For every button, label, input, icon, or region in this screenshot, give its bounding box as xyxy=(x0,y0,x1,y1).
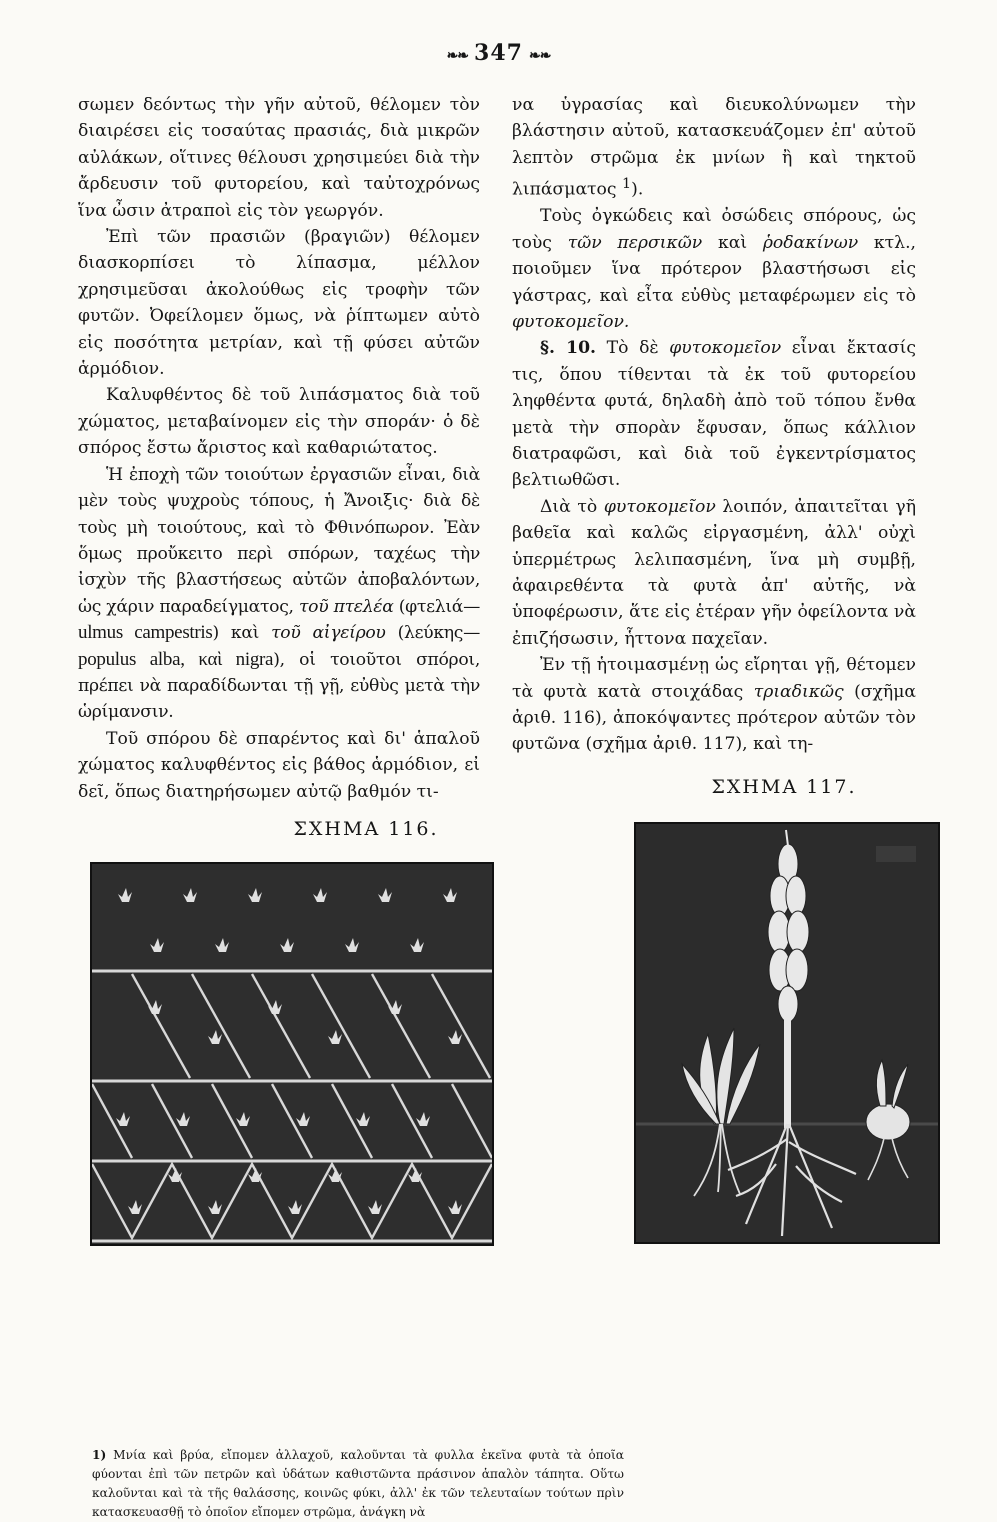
right-column xyxy=(512,92,916,758)
section-number: §. 10. xyxy=(540,338,597,359)
right-p3-italic: φυτοκομεῖον xyxy=(669,338,782,359)
left-paragraph-1: σωμεν δεόντως τὴν γῆν αὐτοῦ, θέλομεν τὸν διαιρέσει εἰς τοσαύτας πρασιάς, διὰ μικρῶν αὐλάκων, οἵτινες θέλουσι χρησιμεύει διὰ τὴν ἄρδευσιν τοῦ φυτορείου, καὶ ταὐτοχρόνως ἵνα ὦσιν ἀτραποὶ εἰς τὸν γεωργόν. xyxy=(78,95,480,221)
right-p4-italic: φυτοκομεῖον xyxy=(603,496,716,517)
footnote-marker: 1) xyxy=(92,1448,107,1462)
left-p4-text-a: Ἡ ἐποχὴ τῶν τοιούτων ἐργασιῶν εἶναι, διὰ μὲν τοὺς ψυχροὺς τόπους, ἡ Ἄνοιξις· διὰ δὲ τοὺς μὴ τοιούτους, καὶ τὸ Φθινόπωρον. Ἐὰν ὅμως προὔκειτο περὶ σπόρων, ταχέως τὴν ἰσχὺν τῆς βλαστήσεως αὐτῶν ἀποβαλόντων, ὡς χάριν παραδείγματος, xyxy=(78,464,480,617)
figure-117-plant-illustration xyxy=(634,822,940,1244)
left-paragraph-2: Ἐπὶ τῶν πρασιῶν (βραγιῶν) θέλομεν διασκορπίσει τὸ λίπασμα, μέλλον χρησιμεῦσαι ἀκολούθως εἰς τροφὴν τῶν φυτῶν. Ὀφείλομεν ὅμως, νὰ ῥίπτωμεν αὐτὸ εἰς ποσότητα μετρίαν, καὶ τῇ φύσει αὐτῶν ἁρμόδιον. xyxy=(78,227,480,380)
right-p2-text-a: Τοὺς ὀγκώδεις καὶ ὀσώδεις σπόρους, ὡς τοὺς xyxy=(512,206,916,253)
left-paragraph-4 xyxy=(78,462,480,726)
left-p4-latin-1: ulmus campestris xyxy=(78,622,213,644)
right-p2-text-c: κτλ., ποιοῦμεν ἵνα πρότερον βλαστήσωσι εἰς γάστρας, καὶ εἶτα εὐθὺς μεταφέρωμεν εἰς τὸ xyxy=(512,232,916,306)
right-p2-italic-2: ῥοδακίνων xyxy=(762,232,859,253)
right-paragraph-5 xyxy=(512,652,916,758)
right-p2-italic-1: τῶν περσικῶν xyxy=(567,232,703,253)
right-p3-text-a: Τὸ δὲ xyxy=(606,338,659,359)
right-p4-text-b: λοιπόν, ἀπαιτεῖται γῆ βαθεῖα καὶ καλῶς εἰργασμένη, ἀλλ' οὐχὶ ὑπερμέτρως λελιπασμένη, ἵνα μὴ συμβῇ, ἀφαιρεθέντα τὰ φυτὰ ἀπ' αὐτῆς, νὰ ὑποφέρωσιν, ἅτε εἰς ἑτέραν γῆν ὀφείλοντα νὰ ἐπιζήσωσιν, ἧττονα παχεῖαν. xyxy=(512,496,916,649)
left-p4-text-c: ) καὶ xyxy=(212,623,260,644)
right-paragraph-4 xyxy=(512,494,916,652)
left-paragraph-5: Τοῦ σπόρου δὲ σπαρέντος καὶ δι' ἁπαλοῦ χώματος καλυφθέντος εἰς βάθος ἁρμόδιον, εἰ δεῖ, ὅπως διατηρήσωμεν αὐτῷ βαθμόν τι- xyxy=(78,728,480,802)
left-p4-text-e: ), οἱ τοιοῦτοι σπόροι, πρέπει νὰ παραδίδωνται τῇ γῇ, εὐθὺς μετὰ τὴν ὡρίμανσιν. xyxy=(78,649,480,723)
footnote-reference: 1 xyxy=(622,176,632,193)
right-paragraph-3 xyxy=(512,335,916,493)
left-p4-text-b: (φτελιά— xyxy=(398,596,480,617)
right-p5-text-a: Ἐν τῇ ἡτοιμασμένῃ ὡς εἴρηται γῇ, θέτομεν τὰ φυτὰ κατὰ στοιχάδας xyxy=(512,655,916,702)
figure-117-engraving xyxy=(636,824,938,1242)
right-paragraph-1 xyxy=(512,92,916,203)
figure-116-planting-layout xyxy=(90,862,494,1246)
left-paragraph-3: Καλυφθέντος δὲ τοῦ λιπάσματος διὰ τοῦ χώματος, μεταβαίνομεν εἰς τὴν σποράν· ὁ δὲ σπόρος ἔστω ἄριστος καὶ καθαριώτατος. xyxy=(78,385,480,459)
figure-116-caption: ΣΧΗΜΑ 116. xyxy=(293,818,439,840)
figure-116-engraving xyxy=(92,864,492,1244)
right-p5-text-b: (σχῆμα ἀριθ. 116), ἀποκόψαντες πρότερον αὐτῶν τὸν φυτῶνα (σχῆμα ἀριθ. 117), καὶ τη- xyxy=(512,681,917,755)
right-ornament: ❧❧ xyxy=(528,48,551,64)
left-p4-italic-1: τοῦ πτελέα xyxy=(298,596,394,617)
right-p1-text-b: ). xyxy=(631,179,644,200)
left-ornament: ❧❧ xyxy=(446,48,469,64)
right-p2-text-b: καὶ xyxy=(717,232,748,253)
right-p4-text-a: Διὰ τὸ xyxy=(540,496,598,517)
left-p4-italic-2: τοῦ αἰγείρου xyxy=(271,623,386,644)
left-p4-latin-2: populus alba, καὶ nigra xyxy=(78,648,274,670)
figure-117-caption: ΣΧΗΜΑ 117. xyxy=(711,776,857,798)
right-p1-text-a: να ὑγρασίας καὶ διευκολύνωμεν τὴν βλάστησιν αὐτοῦ, κατασκευάζομεν ἐπ' αὐτοῦ λεπτὸν στρῶμα ἐκ μνίων ἢ καὶ τηκτοῦ λιπάσματος xyxy=(512,95,916,200)
left-p4-text-d: (λεύκης— xyxy=(397,623,480,644)
left-column xyxy=(78,92,480,805)
footnote xyxy=(92,1446,624,1522)
right-p3-text-b: εἶναι ἔκτασίς τις, ὅπου τίθενται τὰ ἐκ τοῦ φυτορείου ληφθέντα φυτά, δηλαδὴ ἀπὸ τοῦ τόπου ἔνθα μετὰ τὴν σπορὰν ἔφυσαν, ὅπως κάλλιον διατραφῶσι, καὶ διὰ τοῦ ἐγκεντρίσματος βελτιωθῶσι. xyxy=(512,338,917,491)
right-paragraph-2 xyxy=(512,203,916,335)
page-number-text: 347 xyxy=(474,40,523,66)
footnote-text: Μνία καὶ βρύα, εἴπομεν ἀλλαχοῦ, καλοῦνται τὰ φυλλα ἐκεῖνα φυτὰ τὰ ὁποῖα φύονται ἐπὶ τῶν πετρῶν καὶ ὑδάτων καθιστῶντα πράσινον ἁπαλὸν τάπητα. Οὕτω καλοῦνται καὶ τὰ τῆς θαλάσσης, κοινῶς φύκι, ἀλλ' ἐκ τῶν τελευταίων τούτων πρὶν κατασκευασθῇ τὸ ὁποῖον εἴπομεν στρῶμα, ἀνάγκη νὰ xyxy=(92,1448,625,1519)
page-number xyxy=(0,40,997,66)
right-p2-italic-3: φυτοκομεῖον. xyxy=(512,311,630,332)
right-p5-italic: τριαδικῶς xyxy=(753,681,844,702)
